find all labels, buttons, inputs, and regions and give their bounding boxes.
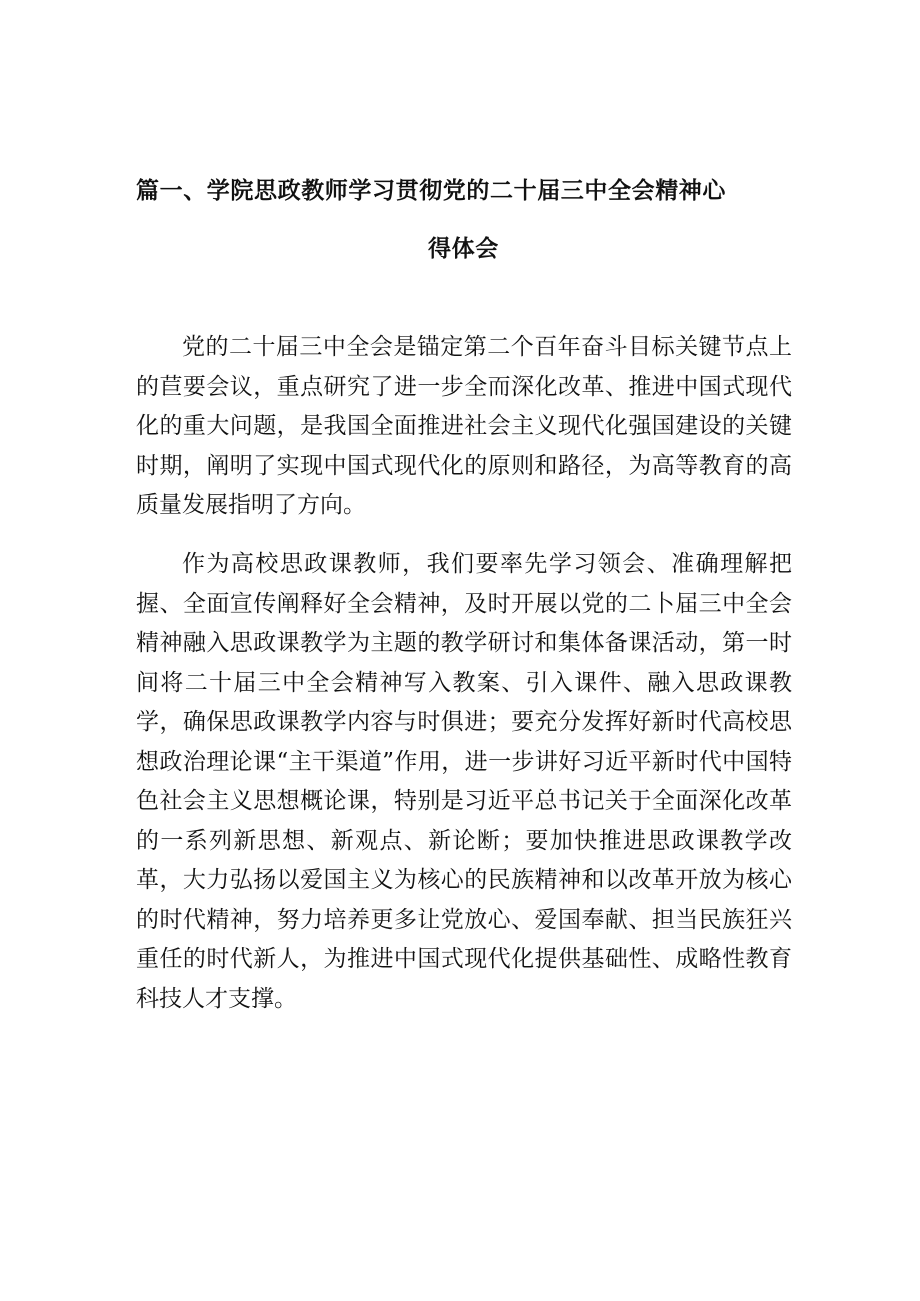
- paragraph-2: 作为高校思政课教师，我们要率先学习领会、准确理解把握、全面宣传阐释好全会精神，及时开展以党的二卜届三中全会精神融入思政课教学为主题的教学研讨和集体备课活动，第一时间将二十届三中全会精神写入教案、引入课件、融入思政课教学，确保思政课教学内容与时俱进；要充分发挥好新时代高校思想政治理论课“主干渠道”作用，进一步讲好习近平新时代中国特色社会主义思想概论课，特别是习近平总书记关于全面深化改革的一系列新思想、新观点、新论断；要加快推进思政课教学改革，大力弘扬以爱国主义为核心的民族精神和以改革开放为核心的时代精神，努力培养更多让党放心、爱国奉献、担当民族狂兴重任的时代新人，为推进中国式现代化提供基础性、成略性教育科技人才支撑。: [136, 551, 792, 1012]
- document-title-line-1: 篇一、学院思政教师学习贯彻党的二十届三中全会精神心: [136, 178, 726, 204]
- document-title-line-2: 得体会: [428, 236, 499, 262]
- paragraph-1: 党的二十届三中全会是锚定第二个百年奋斗目标关键节点上的苣要会议，重点研究了进一步全而深化改革、推进中国式现代化的重大问题，是我国全面推进社会主义现代化强国建设的关键时期，阐明了实现中国式现代化的原则和路径，为高等教育的高质量发展指明了方向。: [136, 334, 792, 518]
